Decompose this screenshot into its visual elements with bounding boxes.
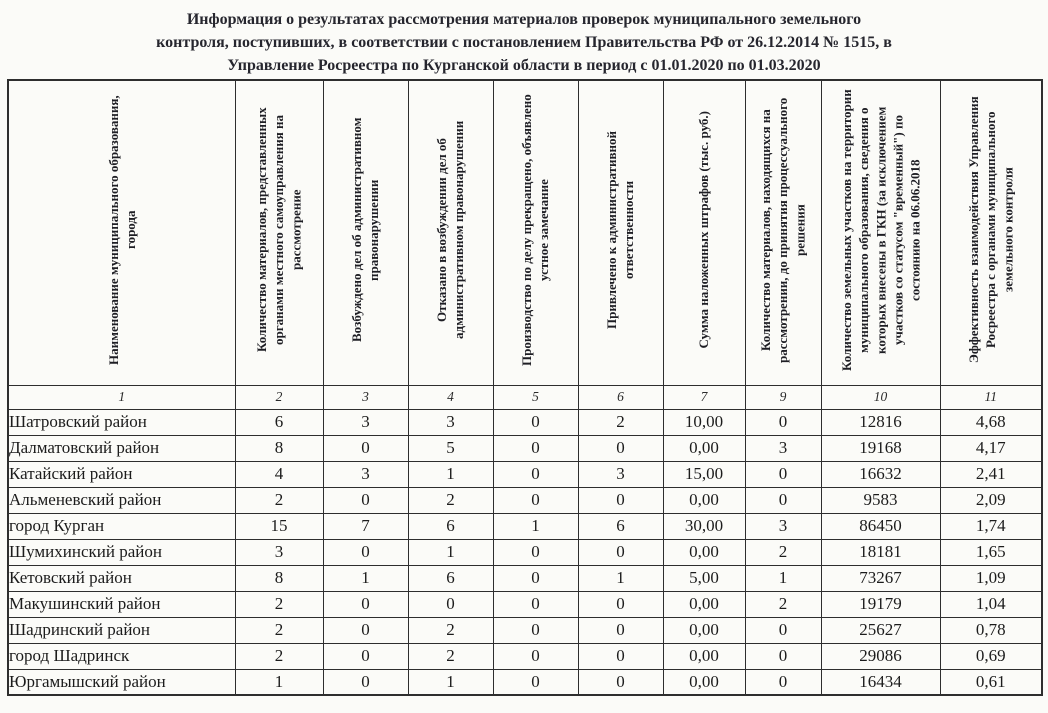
- value-cell: 0: [323, 435, 408, 461]
- municipality-name: Шумихинский район: [8, 539, 235, 565]
- value-cell: 0,00: [663, 539, 745, 565]
- value-cell: 0: [323, 643, 408, 669]
- value-cell: 0: [323, 487, 408, 513]
- column-header-text: Возбуждено дел об административном правонарушении: [349, 118, 382, 343]
- value-cell: 2,09: [940, 487, 1042, 513]
- value-cell: 0: [493, 591, 578, 617]
- document-title-line-1: Информация о результатах рассмотрения материалов проверок муниципального земельного: [186, 11, 862, 28]
- value-cell: 8: [235, 435, 323, 461]
- column-header-5: [493, 80, 578, 385]
- value-cell: 2: [235, 487, 323, 513]
- municipality-name: Юргамышский район: [8, 669, 235, 695]
- table-row: [8, 669, 1042, 695]
- value-cell: 4: [235, 461, 323, 487]
- value-cell: 0,00: [663, 643, 745, 669]
- value-cell: 0: [578, 435, 663, 461]
- value-cell: 0: [323, 669, 408, 695]
- column-header-11: [940, 80, 1042, 385]
- value-cell: 0: [578, 487, 663, 513]
- municipality-name: город Курган: [8, 513, 235, 539]
- value-cell: 6: [578, 513, 663, 539]
- value-cell: 5: [408, 435, 493, 461]
- value-cell: 1: [745, 565, 821, 591]
- value-cell: 86450: [821, 513, 940, 539]
- value-cell: 30,00: [663, 513, 745, 539]
- value-cell: 1: [578, 565, 663, 591]
- value-cell: 29086: [821, 643, 940, 669]
- column-header-text: Эффективность взаимодействия Управления Росреестра с органами муниципального земельного контроля: [966, 96, 1016, 364]
- column-header-10: [821, 80, 940, 385]
- value-cell: 0: [493, 669, 578, 695]
- municipality-name: Далматовский район: [8, 435, 235, 461]
- value-cell: 3: [745, 435, 821, 461]
- column-header-text: Наименование муниципального образования, города: [105, 95, 138, 366]
- municipality-name: город Шадринск: [8, 643, 235, 669]
- value-cell: 0,00: [663, 435, 745, 461]
- document-title: [49, 8, 999, 77]
- table-row: [8, 643, 1042, 669]
- table-row: [8, 565, 1042, 591]
- value-cell: 1: [323, 565, 408, 591]
- column-header-text: Количество материалов, находящихся на рассмотрении, до принятия процессуального решения: [758, 97, 808, 363]
- value-cell: 0: [493, 617, 578, 643]
- value-cell: 2: [745, 591, 821, 617]
- value-cell: 0: [745, 669, 821, 695]
- value-cell: 0: [408, 591, 493, 617]
- value-cell: 12816: [821, 409, 940, 435]
- value-cell: 6: [235, 409, 323, 435]
- column-numbers-row: [8, 385, 1042, 409]
- value-cell: 0: [493, 487, 578, 513]
- column-header-6: [578, 80, 663, 385]
- value-cell: 0: [493, 409, 578, 435]
- value-cell: 0: [323, 591, 408, 617]
- value-cell: 2: [408, 617, 493, 643]
- value-cell: 2: [578, 409, 663, 435]
- table-row: [8, 513, 1042, 539]
- value-cell: 0,61: [940, 669, 1042, 695]
- value-cell: 0: [493, 643, 578, 669]
- value-cell: 15: [235, 513, 323, 539]
- municipality-name: Шатровский район: [8, 409, 235, 435]
- value-cell: 1,04: [940, 591, 1042, 617]
- column-number-7: 7: [663, 385, 745, 409]
- municipality-name: Катайский район: [8, 461, 235, 487]
- value-cell: 3: [745, 513, 821, 539]
- table-row: [8, 487, 1042, 513]
- table-row: [8, 461, 1042, 487]
- value-cell: 19168: [821, 435, 940, 461]
- value-cell: 3: [578, 461, 663, 487]
- value-cell: 1: [235, 669, 323, 695]
- column-header-text: Отказано в возбуждении дел об административном правонарушении: [434, 121, 467, 340]
- value-cell: 0: [745, 643, 821, 669]
- value-cell: 8: [235, 565, 323, 591]
- table-row: [8, 539, 1042, 565]
- value-cell: 0,00: [663, 617, 745, 643]
- value-cell: 0: [578, 617, 663, 643]
- column-header-9: [745, 80, 821, 385]
- value-cell: 19179: [821, 591, 940, 617]
- value-cell: 0: [745, 487, 821, 513]
- value-cell: 0,00: [663, 669, 745, 695]
- value-cell: 0: [578, 643, 663, 669]
- column-header-4: [408, 80, 493, 385]
- value-cell: 4,17: [940, 435, 1042, 461]
- value-cell: 1,74: [940, 513, 1042, 539]
- column-number-1: 1: [8, 385, 235, 409]
- value-cell: 0: [493, 461, 578, 487]
- column-number-2: 2: [235, 385, 323, 409]
- value-cell: 2,41: [940, 461, 1042, 487]
- municipality-name: Шадринский район: [8, 617, 235, 643]
- value-cell: 5,00: [663, 565, 745, 591]
- column-header-text: Количество земельных участков на территории муниципального образования, сведения о которых внесены в ГКН (за исключением участков со статусом "временный") по состоянию на 06.06.2018: [838, 89, 923, 372]
- municipality-name: Макушинский район: [8, 591, 235, 617]
- column-number-3: 3: [323, 385, 408, 409]
- column-header-7: [663, 80, 745, 385]
- column-header-text: Количество материалов, представленных органами местного самоуправления на рассмотрение: [254, 107, 304, 353]
- column-header-3: [323, 80, 408, 385]
- value-cell: 0: [578, 591, 663, 617]
- municipality-name: Кетовский район: [8, 565, 235, 591]
- column-header-text: Сумма наложенных штрафов (тыс. руб.): [696, 111, 712, 350]
- value-cell: 2: [235, 591, 323, 617]
- table-body: [8, 409, 1042, 695]
- value-cell: 16632: [821, 461, 940, 487]
- table-row: [8, 591, 1042, 617]
- table-row: [8, 435, 1042, 461]
- value-cell: 1,09: [940, 565, 1042, 591]
- value-cell: 2: [235, 643, 323, 669]
- value-cell: 0: [745, 461, 821, 487]
- value-cell: 0,78: [940, 617, 1042, 643]
- document-title-line-2: контроля, поступивших, в соответствии с постановлением Правительства РФ от 26.12.2014 № 1515, в: [156, 34, 892, 51]
- column-header-text: Производство по делу прекращено, объявлено устное замечание: [519, 94, 552, 367]
- column-number-11: 11: [940, 385, 1042, 409]
- value-cell: 0: [323, 539, 408, 565]
- value-cell: 0: [745, 617, 821, 643]
- value-cell: 4,68: [940, 409, 1042, 435]
- table-header-row: [8, 80, 1042, 385]
- value-cell: 15,00: [663, 461, 745, 487]
- municipality-name: Альменевский район: [8, 487, 235, 513]
- value-cell: 0: [493, 565, 578, 591]
- column-header-1: [8, 80, 235, 385]
- table-row: [8, 617, 1042, 643]
- value-cell: 73267: [821, 565, 940, 591]
- results-table: [7, 79, 1043, 696]
- value-cell: 10,00: [663, 409, 745, 435]
- document-title-line-3: Управление Росреестра по Курганской области в период с 01.01.2020 по 01.03.2020: [227, 57, 821, 74]
- value-cell: 0: [578, 539, 663, 565]
- value-cell: 1,65: [940, 539, 1042, 565]
- column-header-2: [235, 80, 323, 385]
- value-cell: 6: [408, 565, 493, 591]
- value-cell: 0: [578, 669, 663, 695]
- value-cell: 3: [235, 539, 323, 565]
- value-cell: 3: [323, 409, 408, 435]
- value-cell: 7: [323, 513, 408, 539]
- value-cell: 3: [323, 461, 408, 487]
- column-number-10: 10: [821, 385, 940, 409]
- value-cell: 1: [408, 669, 493, 695]
- value-cell: 2: [408, 487, 493, 513]
- value-cell: 1: [408, 461, 493, 487]
- value-cell: 1: [408, 539, 493, 565]
- value-cell: 0,00: [663, 487, 745, 513]
- value-cell: 25627: [821, 617, 940, 643]
- value-cell: 16434: [821, 669, 940, 695]
- value-cell: 3: [408, 409, 493, 435]
- table-row: [8, 409, 1042, 435]
- value-cell: 0: [493, 539, 578, 565]
- value-cell: 9583: [821, 487, 940, 513]
- column-number-4: 4: [408, 385, 493, 409]
- value-cell: 2: [745, 539, 821, 565]
- value-cell: 0,69: [940, 643, 1042, 669]
- value-cell: 18181: [821, 539, 940, 565]
- value-cell: 0,00: [663, 591, 745, 617]
- column-number-6: 6: [578, 385, 663, 409]
- value-cell: 0: [493, 435, 578, 461]
- column-number-5: 5: [493, 385, 578, 409]
- value-cell: 1: [493, 513, 578, 539]
- value-cell: 2: [235, 617, 323, 643]
- value-cell: 0: [323, 617, 408, 643]
- value-cell: 2: [408, 643, 493, 669]
- column-number-9: 9: [745, 385, 821, 409]
- value-cell: 0: [745, 409, 821, 435]
- column-header-text: Привлечено к административной ответственности: [604, 131, 637, 330]
- value-cell: 6: [408, 513, 493, 539]
